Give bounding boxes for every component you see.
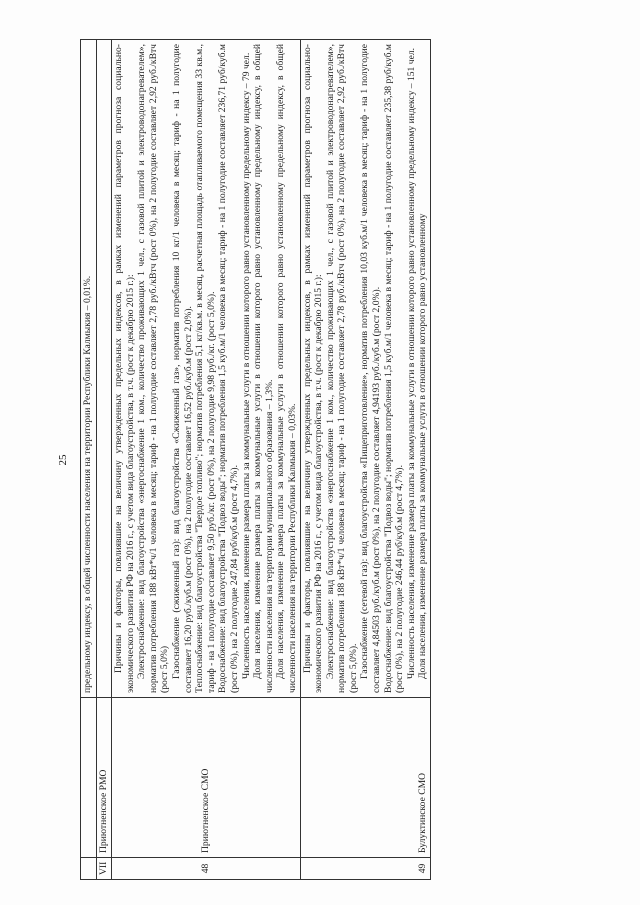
paragraph: Газоснабжение (сжиженный газ): вид благоустройства «Сжиженный газ», норматив потребления 10 кг/1 человека в месяц; тариф - на 1 полугодие составляет 16,20 руб./куб.м (рост 0%), на 2 полугодие составляет 16,52 руб./куб.м (рост 2,0%). [170,44,194,693]
paragraph: Теплоснабжение: вид благоустройства "Твердое топливо"; норматив потребления 5,1 кг/кв.м. в месяц, расчетная площадь отапливаемого помещения 33 кв.м., тариф - на 1 полугодие составляет 9,50 руб./кг. (рост 0%), на 2 полугодие 9,98 руб./кг. (рост 5,0%). [194,44,217,693]
continuation-text: предельному индексу, в общей численности населения на территории Республики Калмыкия – 0,01%. [81,40,97,698]
row-number: 48 [112,858,301,880]
municipality-name: Булуктинское СМО [300,698,431,858]
paragraph: Численность населения, изменение размера платы за коммунальные услуги в отношении которого равно установленному предельному индексу – 79 чел. [240,52,252,679]
paragraph: Доля населения, изменение размера платы за коммунальные услуги в отношении которого равно установленному предельному индексу, в общей численности населения на территории муниципального образования – 1,3%. [252,44,275,693]
paragraph: Доля населения, изменение размера платы за коммунальные услуги в отношении которого равно установленному [417,213,429,679]
municipality-name: Приютненское СМО [112,698,301,858]
paragraph: Электроснабжение: вид благоустройства «энергоснабжение 1 ком., количество проживающих 1 чел., с газовой плитой и электроводонагревателем», норматив потребления 188 кВт*ч/1 человека в месяц; тариф - на 1 полугодие составляет 2,78 руб./кВтч (рост 0%), на 2 полугодие составляет 2,92 руб./кВтч (рост 5,0%) [136,44,171,693]
paragraph: Электроснабжение: вид благоустройства «энергоснабжение 1 ком., количество проживающих 1 чел., с газовой плитой и электроводонагревателем», норматив потребления 188 кВт*ч/1 человека в месяц; тариф - на 1 полугодие составляет 2,78 руб./кВтч (рост 0%), на 2 полугодие составляет 2,92 руб./кВтч (рост 5,0%). [324,44,359,693]
row-description [300,40,431,698]
page-number: 25 [57,454,69,466]
paragraph: Причины и факторы, повлиявшие на величину утвержденных предельных индексов, в рамках изменений параметров прогноза социально-экономического развития РФ на 2016 г., с учетом вида благоустройства, в т.ч. (рост к декабрю 2015 г.): [301,44,325,693]
municipal-index-table [80,39,431,880]
section-name: Приютненское РМО [97,698,112,858]
paragraph: Причины и факторы, повлиявшие на величину утвержденных предельных индексов, в рамках изменений параметров прогноза социально-экономического развития РФ на 2016 г., с учетом вида благоустройства, в т.ч. (рост к декабрю 2015 г.): [113,44,136,693]
rotated-content [58,40,598,880]
paragraph: Водоснабжение: вид благоустройства "Подвоз воды"; норматив потребления 1,5 куб.м/1 человека в месяц; тариф - на 1 полугодие составляет 235,38 руб/куб.м (рост 0%), на 2 полугодие 246,44 руб/куб.м (рост 4,7%). [382,44,406,693]
paragraph: Численность населения, изменение размера платы за коммунальные услуги в отношении которого равно установленному предельному индексу – 151 чел. [405,47,417,679]
paragraph: Водоснабжение: вид благоустройства "Подвоз воды"; норматив потребления 1,5 куб.м/1 человека в месяц; тариф - на 1 полугодие составляет 236,71 руб/куб.м (рост 0%), на 2 полугодие 247,84 руб/куб.м (рост 4,7%). [217,44,240,693]
section-number: VII [97,858,112,880]
row-number: 49 [300,858,431,880]
row-description [112,40,301,698]
continuation-row [81,40,97,880]
table-row [300,40,431,880]
section-row [97,40,112,880]
paragraph: Доля населения, изменение размера платы за коммунальные услуги в отношении которого равно установленному предельному индексу, в общей численности населения на территории Республики Калмыкия – 0,03%. [275,44,298,693]
table-row [112,40,301,880]
paragraph: Газоснабжение (сетевой газ): вид благоустройства «Пищеприготовление», норматив потребления 10,03 куб.м/1 человека в месяц; тариф - на 1 полугодие составляет 4,84503 руб./куб.м (рост 0%), на 2 полугодие составляет 4,94193 руб./куб.м (рост 2,0%). [359,44,383,693]
